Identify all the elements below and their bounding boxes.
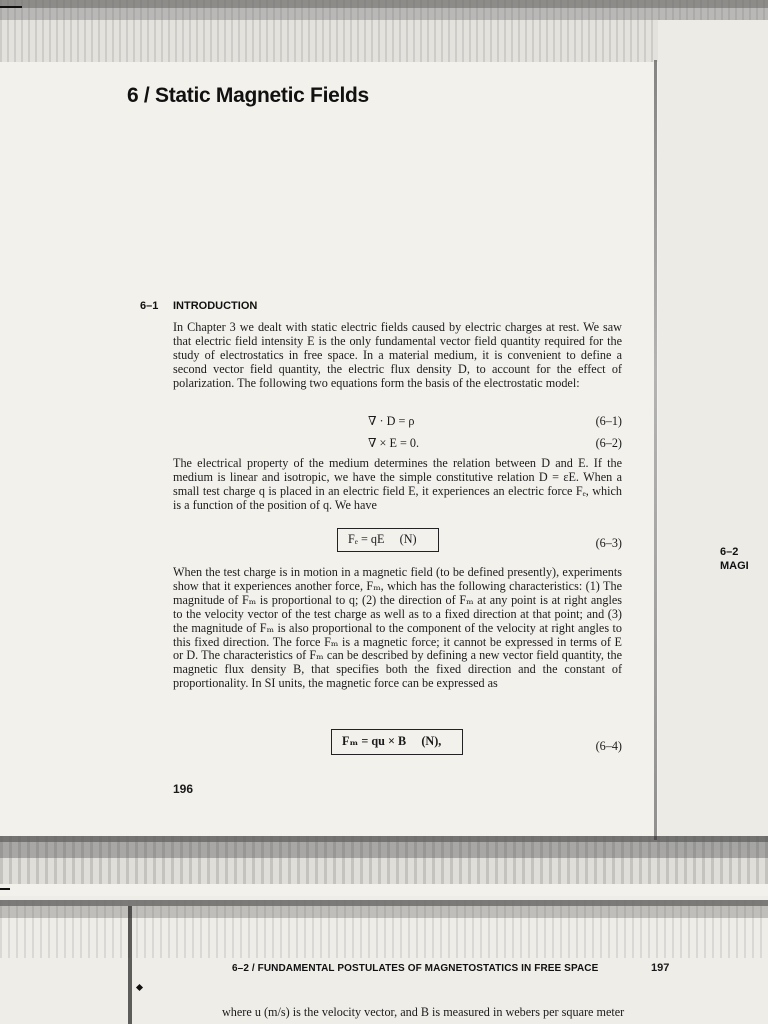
equation-expr: ∇ · D = ρ [368, 414, 415, 428]
boxed-equation [337, 528, 439, 552]
next-page-number: 197 [651, 962, 670, 974]
section-heading [140, 300, 257, 312]
boxed-equation [331, 729, 463, 755]
page-number: 196 [173, 782, 194, 796]
paragraph-3: When the test charge is in motion in a magnetic field (to be defined presently), experiments show that it experiences another force, Fₘ, which has the following characteristics: (1) The magnitude of Fₘ is proportional to q; (2) the direction of Fₘ at any point is at right angles to the velocity vector of the test charge as well as to a fixed direction at that point; and (3) the magnitude of Fₘ is also proportional to the component of the velocity at right angles to this fixed direction. The force Fₘ is a magnetic force; it cannot be expressed in terms of E or D. The characteristics of Fₘ can be described by defining a new vector field quantity, the magnetic flux density B, that specifies both the fixed direction and the constant of proportionality. In SI units, the magnetic force can be expressed as [173, 565, 622, 691]
paragraph-1: In Chapter 3 we dealt with static electric fields caused by electric charges at rest. We saw that electric field intensity E is the only fundamental vector field quantity required for the study of electrostatics in free space. In a material medium, it is convenient to define a second vector field quantity, the electric flux density D, to account for the effect of polarization. The following two equations form the basis of the electrostatic model: [173, 320, 622, 390]
adjacent-section-number: 6–2 [720, 546, 739, 558]
next-page-first-line: where u (m/s) is the velocity vector, and B is measured in webers per square meter [222, 1005, 625, 1019]
scan-noise-gutter [0, 836, 768, 884]
adjacent-page-strip [658, 20, 768, 850]
adjacent-section-title: MAGI [720, 560, 749, 572]
section-number: 6–1 [140, 300, 159, 312]
equation-tag: (6–3) [595, 536, 622, 550]
equation-6-4 [173, 734, 622, 755]
equation-expr: Fₑ = qE [348, 532, 385, 546]
equation-6-1 [173, 414, 622, 430]
section-title: INTRODUCTION [173, 300, 258, 312]
equation-tag: (6–2) [595, 436, 622, 450]
next-page-margin-line [128, 906, 132, 1024]
equation-tag: (6–1) [595, 414, 622, 428]
page-edge [654, 60, 657, 840]
equation-unit: (N) [399, 532, 417, 546]
scan-noise-top [0, 0, 768, 62]
equation-6-3 [173, 532, 622, 552]
scan-noise-next-page [0, 900, 768, 958]
adjacent-page-heading [720, 545, 768, 573]
chapter-title: 6 / Static Magnetic Fields [127, 84, 369, 107]
equation-6-2 [173, 436, 622, 452]
equation-expr: Fₘ = qu × B [342, 734, 407, 748]
equation-tag: (6–4) [595, 739, 622, 753]
equation-unit: (N), [421, 734, 442, 748]
equation-expr: ∇ × E = 0. [368, 436, 420, 450]
top-rule [0, 6, 22, 8]
gutter-rule [0, 888, 10, 890]
running-head: 6–2 / FUNDAMENTAL POSTULATES OF MAGNETOSTATICS IN FREE SPACE [232, 963, 599, 974]
paragraph-2: The electrical property of the medium determines the relation between D and E. If the medium is linear and isotropic, we have the simple constitutive relation D = εE. When a small test charge q is placed in an electric field E, it experiences an electric force Fₑ, which is a function of the position of q. We have [173, 456, 622, 512]
